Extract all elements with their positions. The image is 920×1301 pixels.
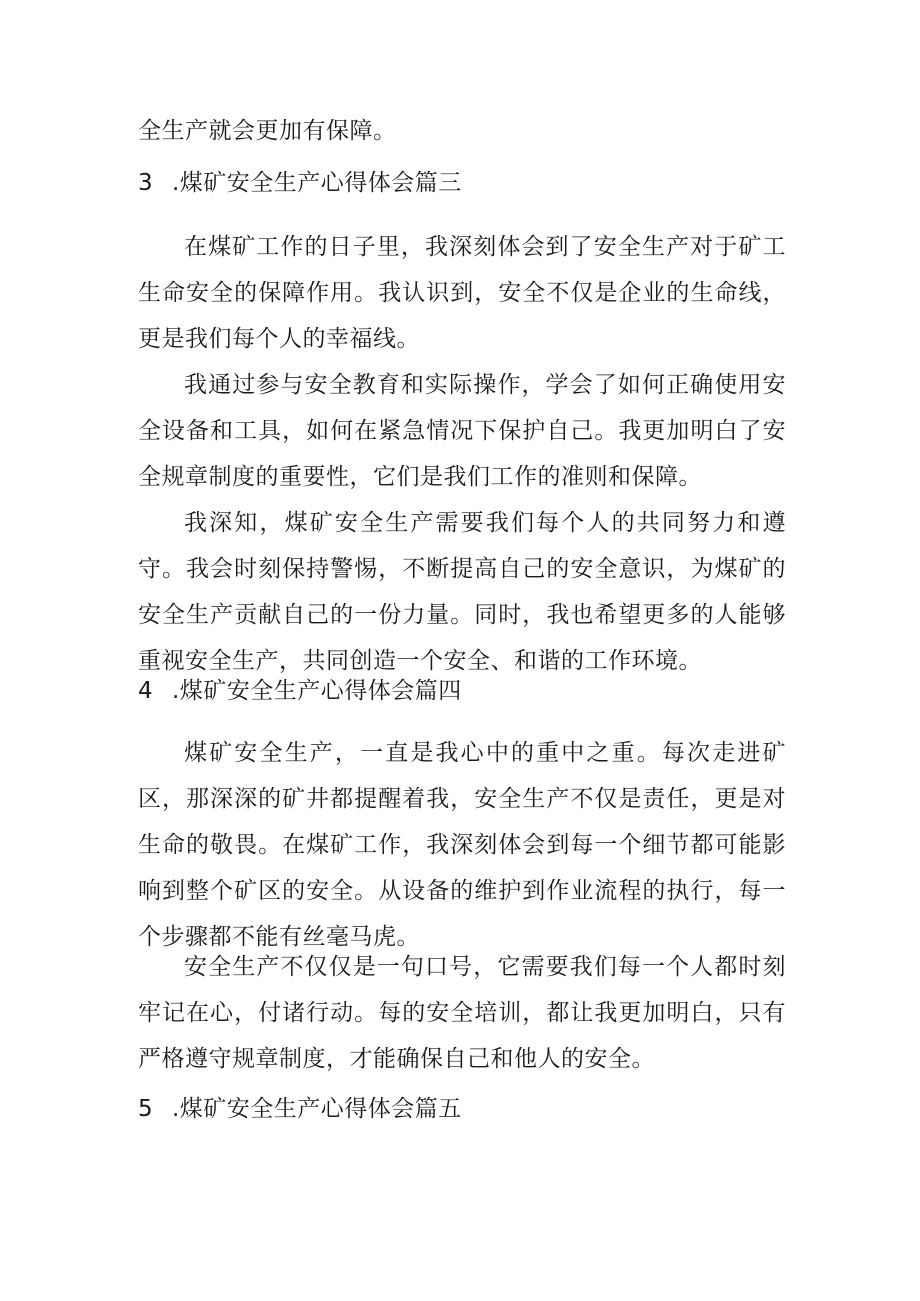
section-title: .煤矿安全生产心得体会篇三: [172, 170, 462, 196]
section-title: .煤矿安全生产心得体会篇四: [172, 678, 462, 704]
section-number: 3: [138, 170, 154, 196]
paragraph: 在煤矿工作的日子里，我深刻体会到了安全生产对于矿工生命安全的保障作用。我认识到，安全不仅是企业的生命线，更是我们每个人的幸福线。: [138, 234, 786, 352]
section-title: .煤矿安全生产心得体会篇五: [172, 1096, 462, 1122]
paragraph: 我通过参与安全教育和实际操作，学会了如何正确使用安全设备和工具，如何在紧急情况下保护自己。我更加明白了安全规章制度的重要性，它们是我们工作的准则和保障。: [138, 372, 786, 490]
paragraph: 我深知，煤矿安全生产需要我们每个人的共同努力和遵守。我会时刻保持警惕，不断提高自己的安全意识，为煤矿的安全生产贡献自己的一份力量。同时，我也希望更多的人能够重视安全生产，共同创造一个安全、和谐的工作环境。: [138, 510, 786, 674]
paragraph: 安全生产不仅仅是一句口号，它需要我们每一个人都时刻牢记在心，付诸行动。每的安全培训，都让我更加明白，只有严格遵守规章制度，才能确保自己和他人的安全。: [138, 954, 786, 1072]
paragraph: 煤矿安全生产，一直是我心中的重中之重。每次走进矿区，那深深的矿井都提醒着我，安全生产不仅是责任，更是对生命的敬畏。在煤矿工作，我深刻体会到每一个细节都可能影响到整个矿区的安全。从设备的维护到作业流程的执行，每一个步骤都不能有丝毫马虎。: [138, 740, 786, 950]
section-heading-3: [138, 160, 786, 206]
continuation-paragraph: 全生产就会更加有保障。: [138, 118, 397, 144]
section-number: 5: [138, 1096, 154, 1122]
section-heading-5: [138, 1086, 786, 1132]
section-number: 4: [138, 678, 154, 704]
section-heading-4: [138, 668, 786, 714]
